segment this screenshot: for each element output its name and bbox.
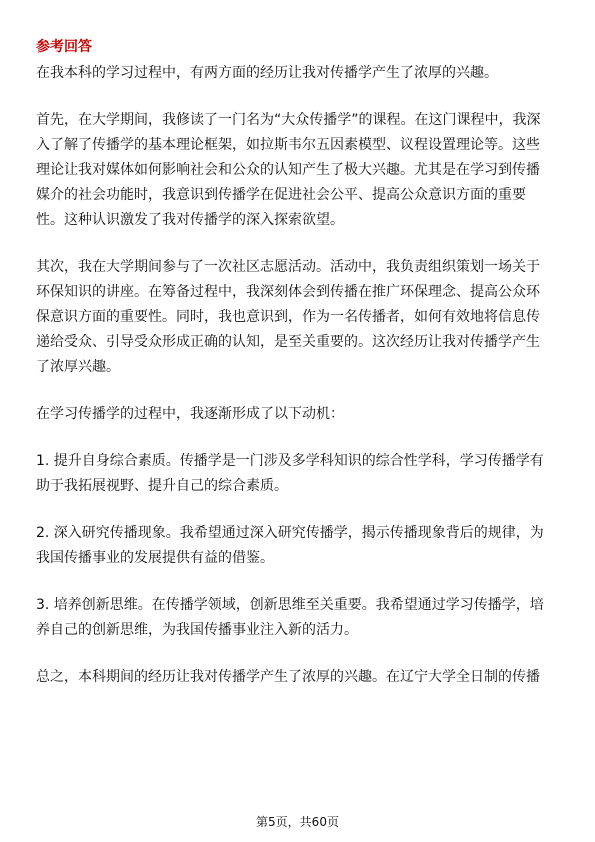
text-line: 助于我拓展视野、提升自己的综合素质。 xyxy=(36,478,288,494)
text-line: 理论让我对媒体如何影响社会和公众的认知产生了极大兴趣。尤其是在学习到传播 xyxy=(36,162,540,178)
text-line: 首先，在大学期间，我修读了一门名为“大众传播学”的课程。在这门课程中，我深 xyxy=(36,112,541,128)
text-line: 入了解了传播学的基本理论框架，如拉斯韦尔五因素模型、议程设置理论等。这些 xyxy=(36,137,540,153)
text-line: 性。这种认识激发了我对传播学的深入探索欲望。 xyxy=(36,212,344,228)
page-number: 第5页，共60页 xyxy=(256,815,339,829)
text-line: 1. 提升自身综合素质。传播学是一门涉及多学科知识的综合性学科，学习传播学有 xyxy=(36,453,544,469)
paragraph xyxy=(36,255,560,380)
text-line: 递给受众、引导受众形成正确的认知，是至关重要的。这次经历让我对传播学产生 xyxy=(36,334,540,350)
paragraph xyxy=(36,449,560,499)
paragraph xyxy=(36,521,560,571)
text-line: 媒介的社会功能时，我意识到传播学在促进社会公平、提高公众意识方面的重要 xyxy=(36,187,526,203)
answer-heading: 参考回答 xyxy=(36,39,92,55)
text-line: 养自己的创新思维，为我国传播事业注入新的活力。 xyxy=(36,622,358,638)
paragraph xyxy=(36,665,560,690)
paragraph xyxy=(36,593,560,643)
answer-body xyxy=(36,61,560,712)
paragraph xyxy=(36,402,560,427)
text-line: 2. 深入研究传播现象。我希望通过深入研究传播学，揭示传播现象背后的规律，为 xyxy=(36,525,544,541)
text-line: 其次，我在大学期间参与了一次社区志愿活动。活动中，我负责组织策划一场关于 xyxy=(36,259,540,275)
text-line: 了浓厚兴趣。 xyxy=(36,359,120,375)
paragraph xyxy=(36,108,560,233)
text-line: 在我本科的学习过程中，有两方面的经历让我对传播学产生了浓厚的兴趣。 xyxy=(36,65,498,81)
text-line: 总之，本科期间的经历让我对传播学产生了浓厚的兴趣。在辽宁大学全日制的传播 xyxy=(36,669,540,685)
text-line: 环保知识的讲座。在筹备过程中，我深刻体会到传播在推广环保理念、提高公众环 xyxy=(36,284,540,300)
text-line: 我国传播事业的发展提供有益的借鉴。 xyxy=(36,550,274,566)
paragraph xyxy=(36,61,560,86)
text-line: 3. 培养创新思维。在传播学领域，创新思维至关重要。我希望通过学习传播学，培 xyxy=(36,597,544,613)
text-line: 保意识方面的重要性。同时，我也意识到，作为一名传播者，如何有效地将信息传 xyxy=(36,309,540,325)
text-line: 在学习传播学的过程中，我逐渐形成了以下动机： xyxy=(36,406,344,422)
